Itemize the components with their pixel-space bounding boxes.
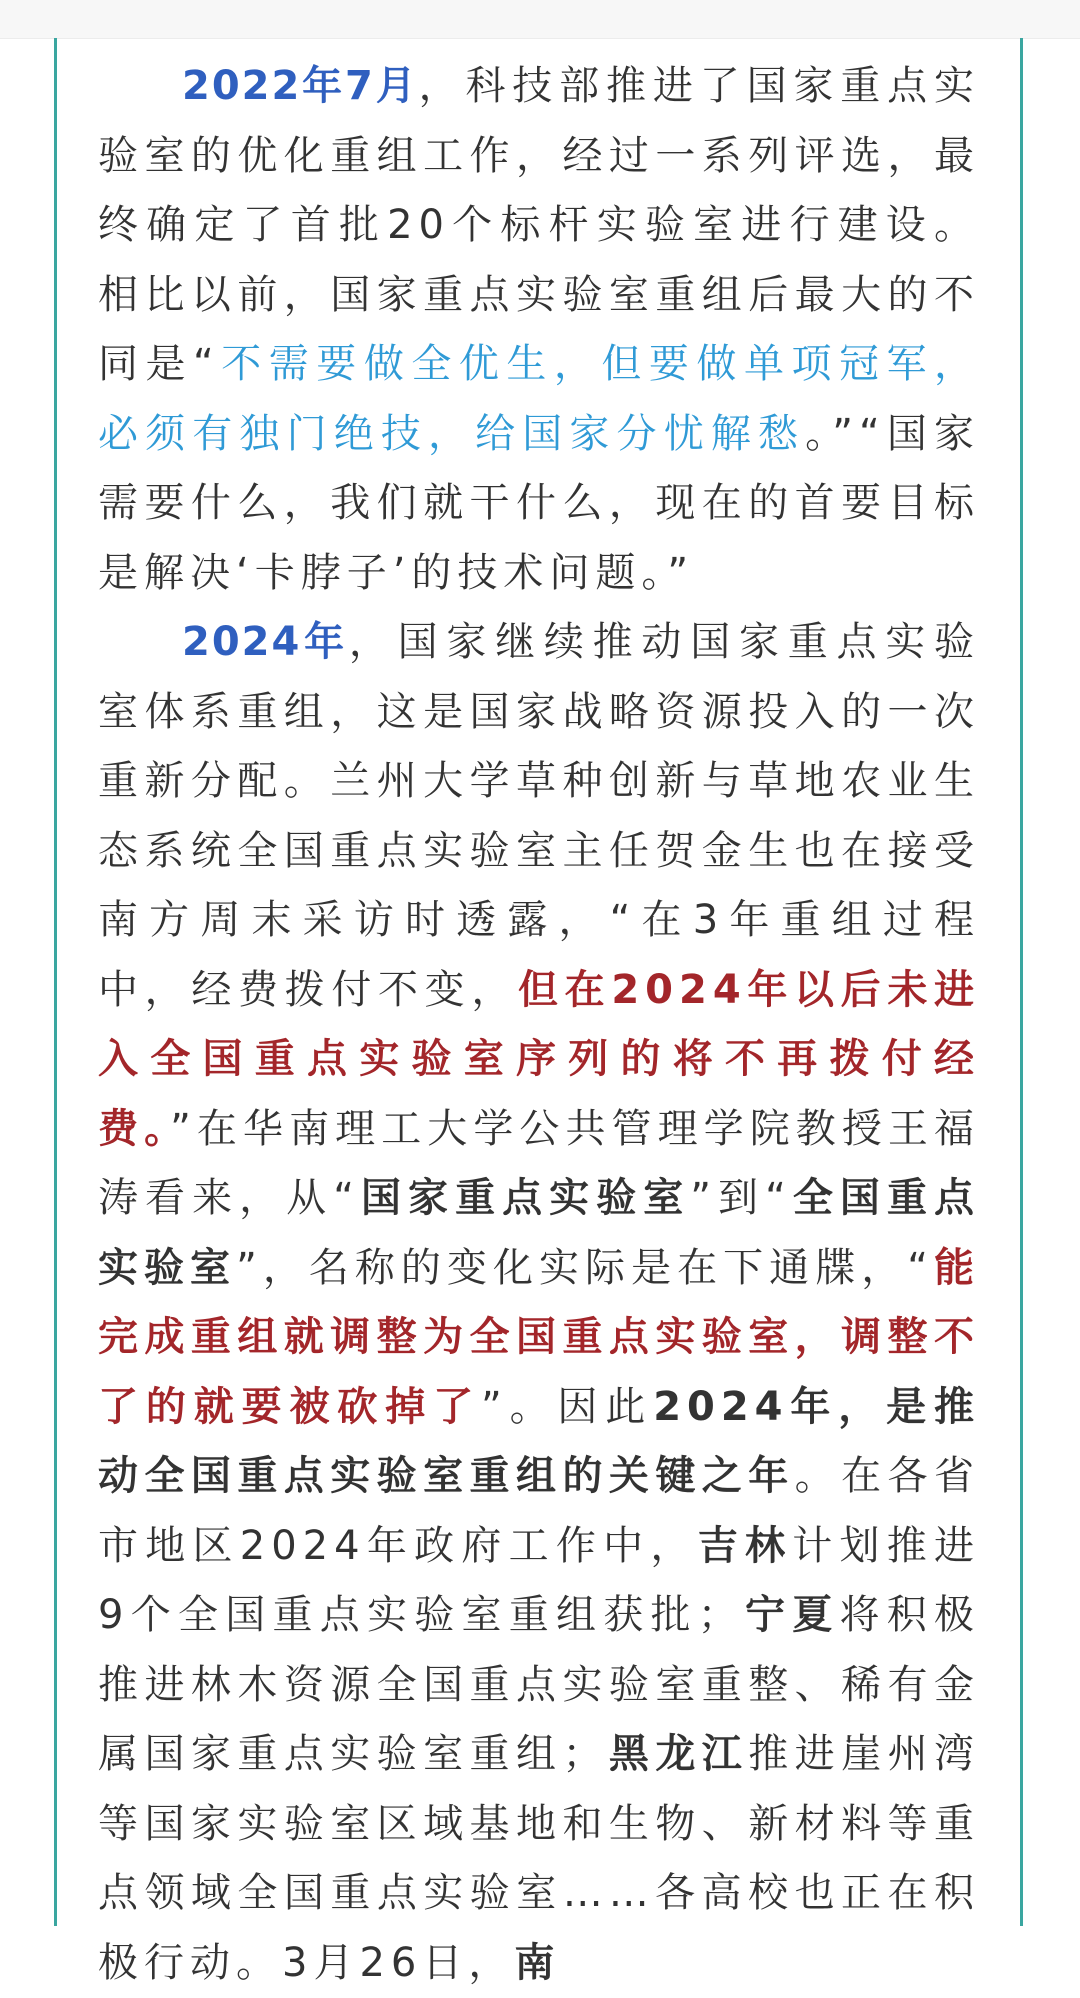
text-segment: ”到“ (690, 1175, 792, 1221)
bold-province: 宁夏 (743, 1592, 840, 1638)
text-segment: ”，名称的变化实际是在下通牒，“ (236, 1244, 934, 1291)
text-segment: ”。因此 (480, 1383, 654, 1430)
paragraph-2022 (98, 52, 980, 608)
text-segment: 计划推进9个全国重点实验室重组获批； (98, 1522, 981, 1638)
highlight-red: 能完成重组就调整为全国重点实验室，调整不了的就要被砍掉了 (98, 1244, 981, 1430)
text-segment: 将积极推进林木资源全国重点实验室重整、稀有金属国家重点实验室重组； (98, 1592, 981, 1777)
text-segment: 。”“国家需要什么，我们就干什么，现在的首要目标是解决‘卡脖子’的技术问题。” (98, 410, 980, 596)
bold-province: 黑龙江 (608, 1731, 749, 1777)
article-body (98, 52, 980, 1998)
date-lead-2022: 2022年7月 (182, 63, 419, 109)
text-segment: ，国家继续推动国家重点实验室体系重组，这是国家战略资源投入的一次重新分配。兰州大学草种创新与草地农业生态系统全国重点实验室主任贺金生也在接受南方周末采访时透露，“在3年重组过程中，经费拨付不变， (98, 619, 981, 1013)
highlight-quote-blue: 不需要做全优生，但要做单项冠军，必须有独门绝技，给国家分忧解愁 (98, 341, 981, 457)
highlight-red: 但在2024年以后未进入全国重点实验室序列的将不再拨付经费。 (98, 966, 981, 1152)
bold-province: 吉林 (697, 1522, 793, 1569)
top-bar (0, 0, 1080, 39)
text-segment: ，科技部推进了国家重点实验室的优化重组工作，经过一系列评选，最终确定了首批20个标杆实验室进行建设。相比以前，国家重点实验室重组后最大的不同是“ (98, 63, 981, 387)
paragraph-2024 (98, 608, 980, 1998)
bold-term: 南 (514, 1939, 561, 1986)
text-segment: ”在华南理工大学公共管理学院教授王福涛看来，从“ (98, 1105, 980, 1221)
bold-term: 国家重点实验室 (359, 1175, 691, 1221)
text-segment: 。在各省市地区2024年政府工作中， (98, 1453, 981, 1569)
date-lead-2024: 2024年 (182, 619, 349, 665)
bold-term: 全国重点实验室 (98, 1175, 980, 1291)
bold-key-statement: 2024年，是推动全国重点实验室重组的关键之年 (98, 1383, 980, 1499)
text-segment: 推进崖州湾等国家实验室区域基地和生物、新材料等重点领域全国重点实验室……各高校也正在积极行动。3月26日， (98, 1731, 981, 1986)
